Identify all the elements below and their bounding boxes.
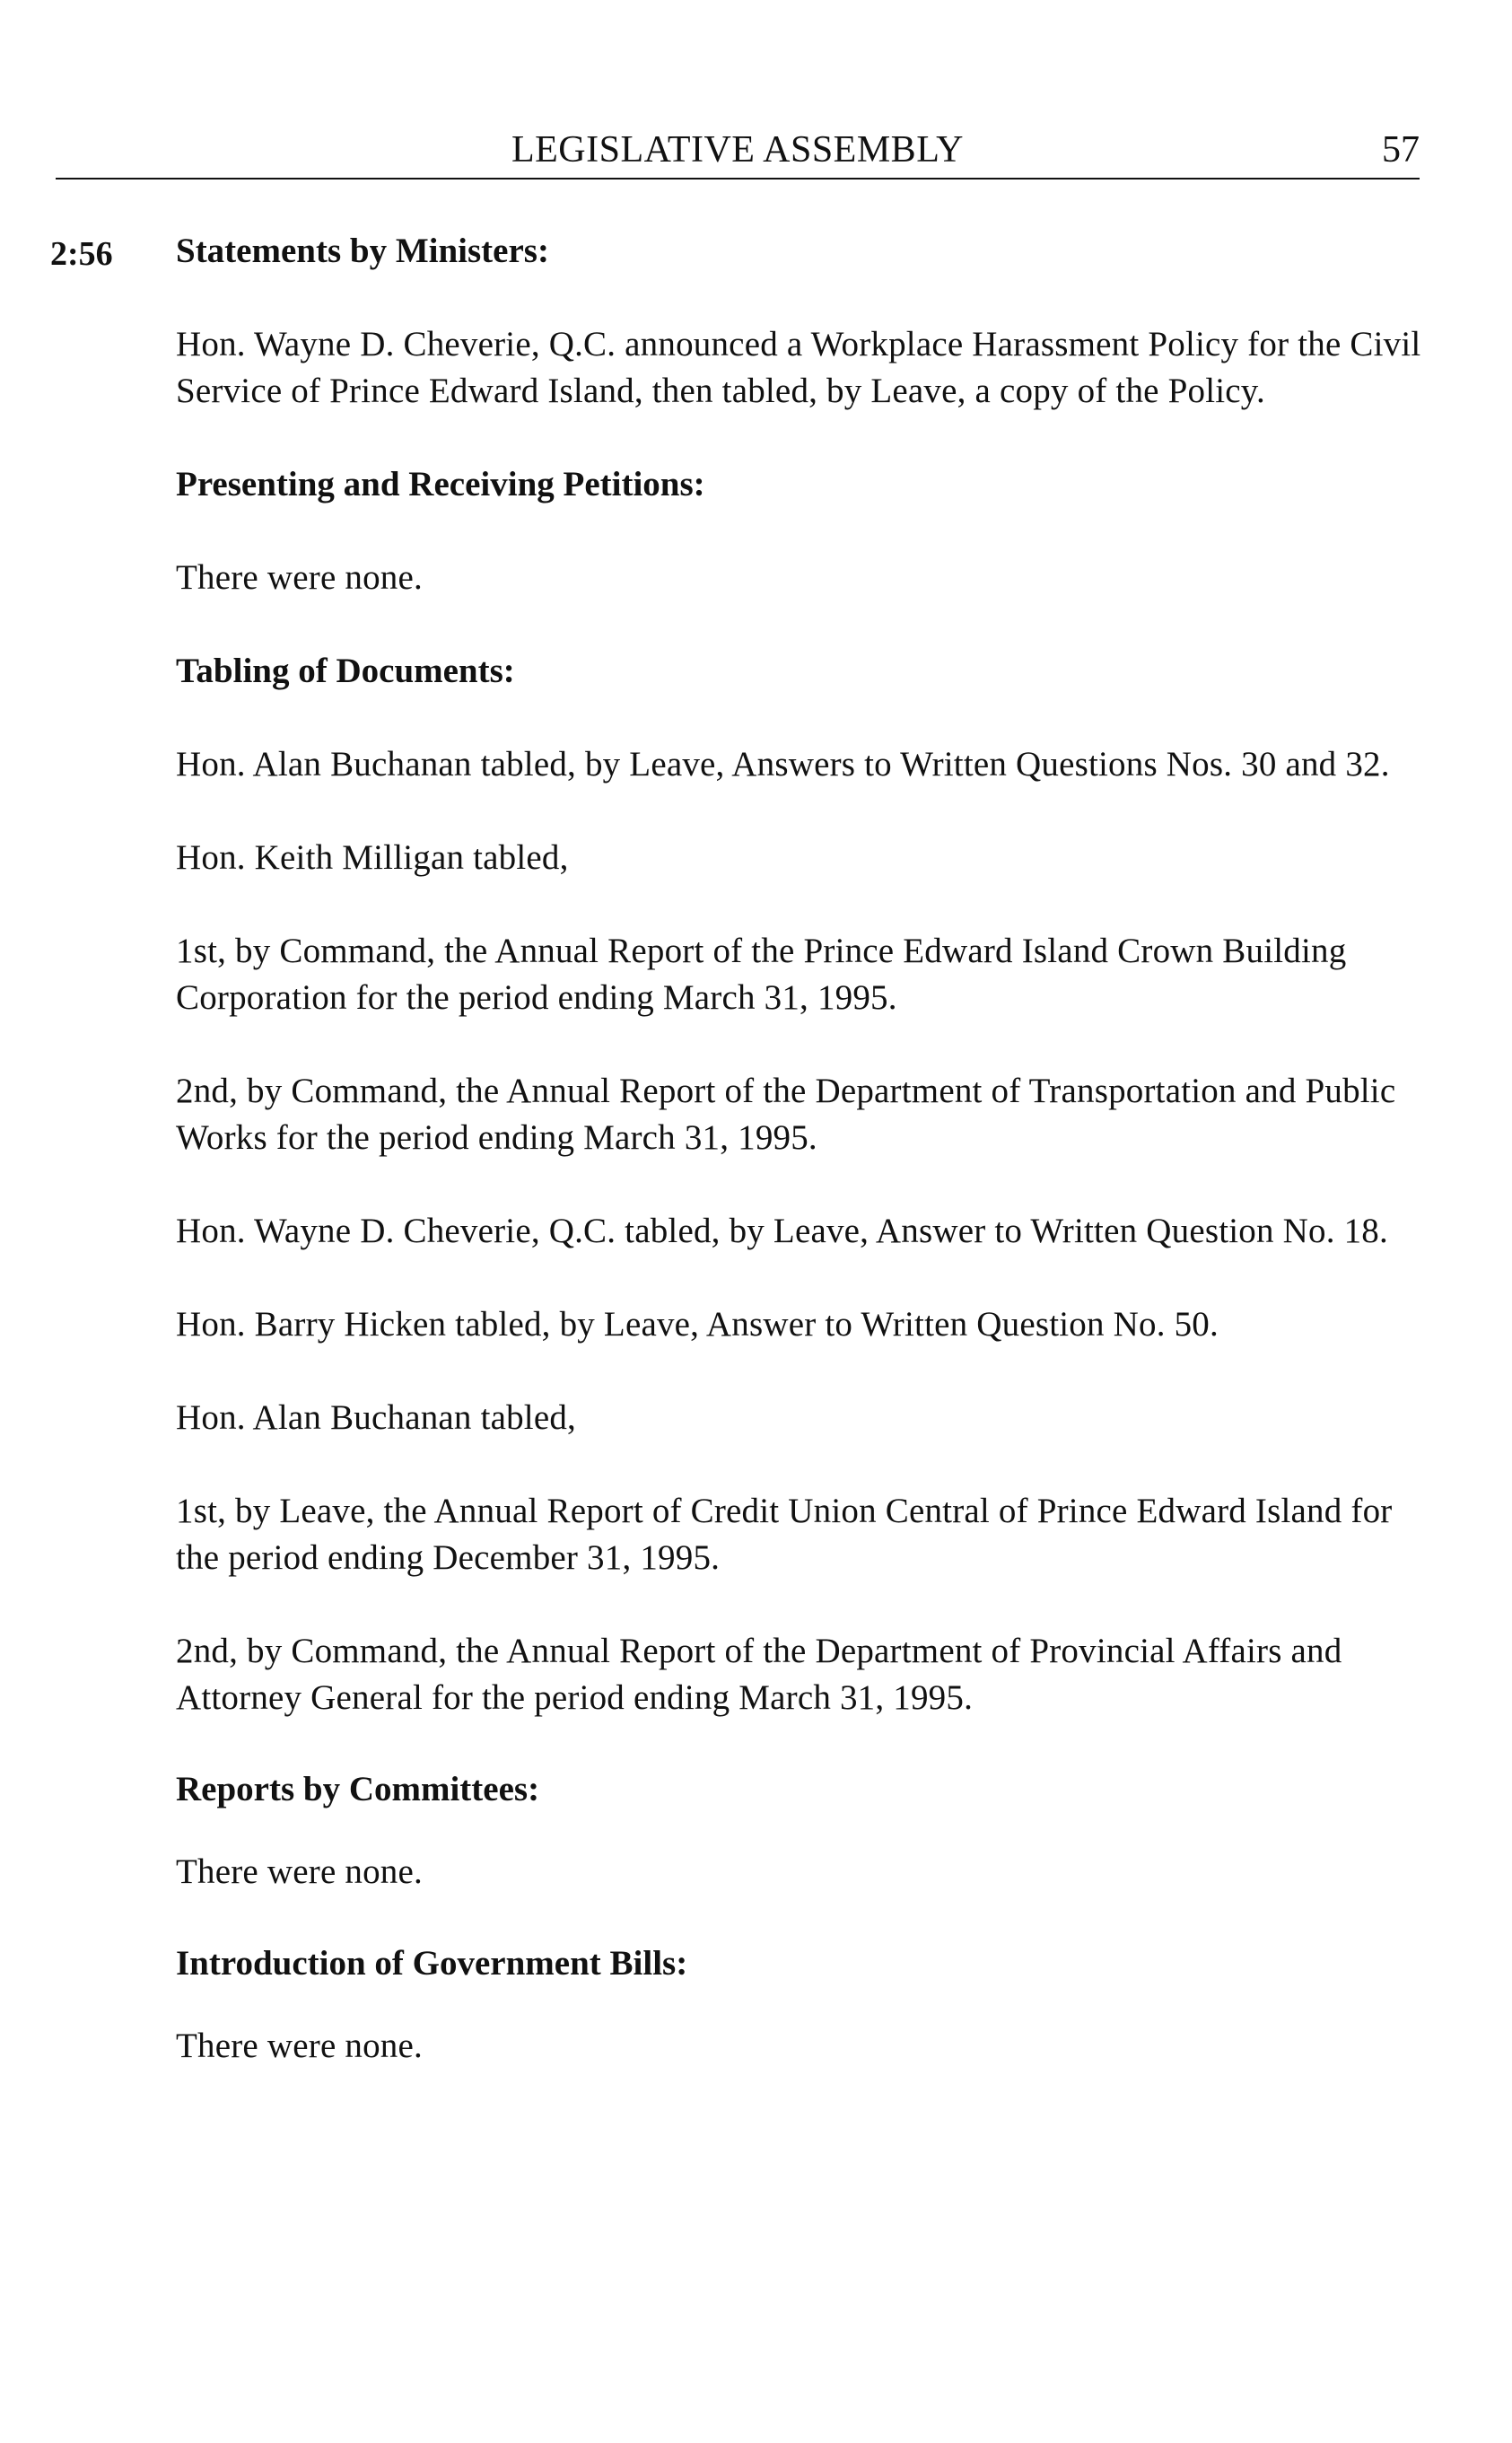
- header-rule: [56, 178, 1420, 180]
- tabling-item: 1st, by Command, the Annual Report of the Prince Edward Island Crown Building Corporation for the period ending March 31, 1995.: [176, 932, 1347, 1017]
- tabling-item: Hon. Alan Buchanan tabled,: [176, 1398, 577, 1437]
- tabling-item: 2nd, by Command, the Annual Report of the Department of Provincial Affairs and Attorney General for the period ending March 31, 1995.: [176, 1632, 1342, 1717]
- tabling-item: Hon. Keith Milligan tabled,: [176, 838, 569, 877]
- government-bills-paragraph: There were none.: [176, 2027, 423, 2065]
- proceedings-content: [176, 228, 1432, 2070]
- section-heading-statements: Statements by Ministers:: [176, 232, 549, 270]
- tabling-item: 2nd, by Command, the Annual Report of the Department of Transportation and Public Works for the period ending March 31, 1995.: [176, 1072, 1396, 1157]
- section-heading-committees: Reports by Committees:: [176, 1770, 540, 1808]
- committees-paragraph: There were none.: [176, 1852, 423, 1891]
- page-number: 57: [1382, 129, 1420, 171]
- tabling-item: Hon. Wayne D. Cheverie, Q.C. tabled, by Leave, Answer to Written Question No. 18.: [176, 1212, 1388, 1250]
- petitions-paragraph: There were none.: [176, 558, 423, 597]
- section-heading-petitions: Presenting and Receiving Petitions:: [176, 465, 705, 503]
- tabling-item: 1st, by Leave, the Annual Report of Credit Union Central of Prince Edward Island for the period ending December 31, 1995.: [176, 1492, 1393, 1577]
- section-heading-tabling: Tabling of Documents:: [176, 652, 515, 690]
- header-title: LEGISLATIVE ASSEMBLY: [511, 129, 964, 171]
- tabling-item: Hon. Barry Hicken tabled, by Leave, Answer to Written Question No. 50.: [176, 1305, 1219, 1344]
- running-header: [56, 124, 1420, 180]
- section-heading-government-bills: Introduction of Government Bills:: [176, 1944, 688, 1983]
- proceeding-time: 2:56: [50, 235, 113, 273]
- tabling-item: Hon. Alan Buchanan tabled, by Leave, Answers to Written Questions Nos. 30 and 32.: [176, 745, 1390, 784]
- statement-paragraph: Hon. Wayne D. Cheverie, Q.C. announced a Workplace Harassment Policy for the Civil Service of Prince Edward Island, then tabled, by Leave, a copy of the Policy.: [176, 325, 1421, 410]
